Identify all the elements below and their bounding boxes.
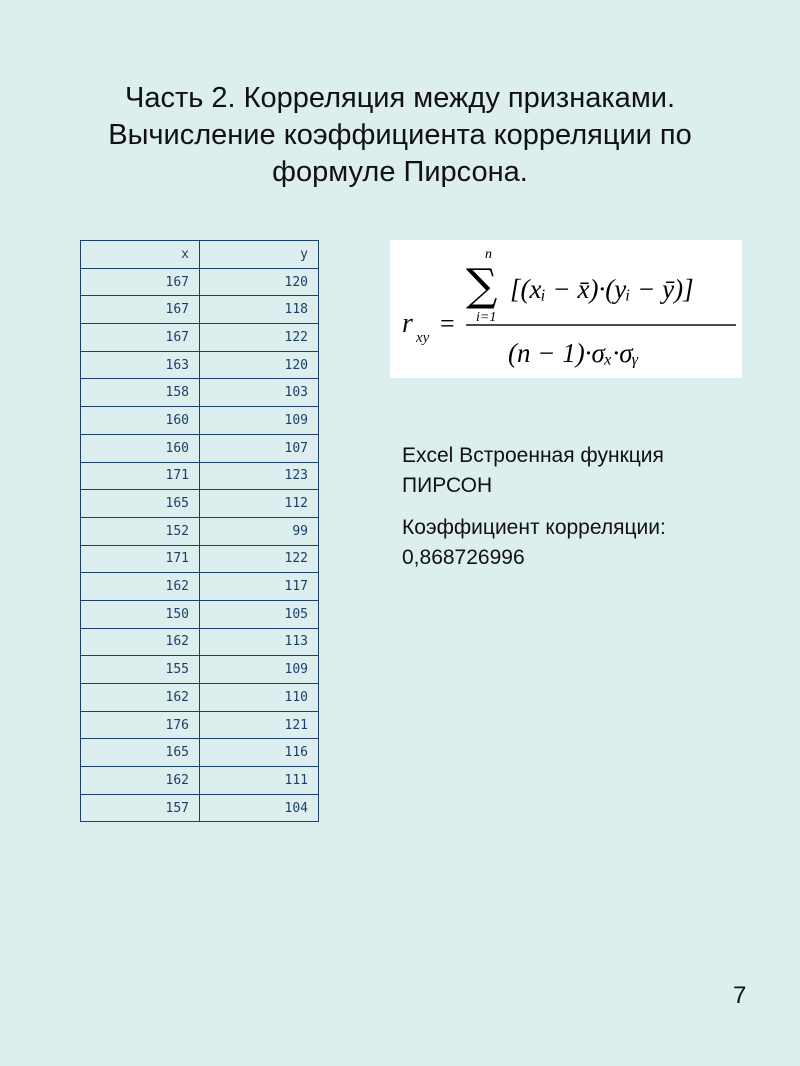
cell-y: 103 [200, 379, 319, 407]
cell-x: 165 [81, 739, 200, 767]
column-header-x: x [81, 241, 200, 269]
excel-function-note [402, 441, 664, 501]
cell-y: 121 [200, 711, 319, 739]
title-line-1: Часть 2. Корреляция между признаками. [124, 82, 676, 114]
cell-y: 123 [200, 462, 319, 490]
cell-y: 111 [200, 767, 319, 795]
cell-y: 118 [200, 296, 319, 324]
formula-denominator: (n − 1)·σₓ·σᵧ [508, 338, 639, 368]
table-row [81, 462, 319, 490]
excel-line-2: ПИРСОН [402, 474, 493, 497]
cell-y: 120 [200, 351, 319, 379]
coefficient-label: Коэффициент корреляции: [402, 516, 666, 539]
cell-x: 167 [81, 324, 200, 352]
cell-y: 107 [200, 434, 319, 462]
cell-x: 162 [81, 767, 200, 795]
sum-upper-limit: n [485, 247, 492, 262]
cell-y: 122 [200, 545, 319, 573]
column-header-y: y [200, 241, 319, 269]
table-row [81, 711, 319, 739]
cell-y: 99 [200, 517, 319, 545]
table-row [81, 351, 319, 379]
cell-y: 112 [200, 490, 319, 518]
cell-x: 176 [81, 711, 200, 739]
cell-x: 152 [81, 517, 200, 545]
cell-x: 171 [81, 462, 200, 490]
title-line-3: формуле Пирсона. [272, 156, 528, 188]
cell-y: 109 [200, 407, 319, 435]
cell-y: 117 [200, 573, 319, 601]
cell-y: 105 [200, 600, 319, 628]
coefficient-block [402, 513, 666, 573]
excel-line-1: Excel Встроенная функция [402, 444, 664, 467]
sum-sign: ∑ [466, 260, 498, 311]
cell-x: 160 [81, 407, 200, 435]
cell-x: 155 [81, 656, 200, 684]
table-row [81, 600, 319, 628]
cell-x: 167 [81, 268, 200, 296]
table-row [81, 545, 319, 573]
table-row [81, 296, 319, 324]
table-row [81, 656, 319, 684]
cell-y: 113 [200, 628, 319, 656]
table-body [81, 268, 319, 822]
cell-x: 165 [81, 490, 200, 518]
table-row [81, 379, 319, 407]
formula-numerator: [(xᵢ − x̄)·(yᵢ − ȳ)] [510, 274, 694, 304]
formula-lhs: r [402, 308, 413, 339]
cell-x: 158 [81, 379, 200, 407]
table-row [81, 407, 319, 435]
table-row [81, 490, 319, 518]
cell-y: 110 [200, 684, 319, 712]
table-row [81, 739, 319, 767]
cell-y: 104 [200, 794, 319, 822]
coefficient-value: 0,868726996 [402, 546, 525, 569]
table-row [81, 794, 319, 822]
table-row [81, 324, 319, 352]
table-row [81, 628, 319, 656]
formula-equals: = [440, 309, 455, 338]
cell-x: 163 [81, 351, 200, 379]
table-row [81, 767, 319, 795]
table-row [81, 573, 319, 601]
cell-x: 150 [81, 600, 200, 628]
table-row [81, 517, 319, 545]
table-row [81, 684, 319, 712]
cell-x: 162 [81, 573, 200, 601]
cell-x: 167 [81, 296, 200, 324]
table-row [81, 434, 319, 462]
cell-x: 162 [81, 628, 200, 656]
cell-y: 109 [200, 656, 319, 684]
cell-x: 162 [81, 684, 200, 712]
table-header-row [81, 241, 319, 269]
cell-y: 116 [200, 739, 319, 767]
cell-y: 122 [200, 324, 319, 352]
pearson-formula [390, 240, 742, 378]
page-number: 7 [733, 982, 747, 1009]
title-line-2: Вычисление коэффициента корреляции по [108, 119, 692, 151]
cell-x: 171 [81, 545, 200, 573]
table-row [81, 268, 319, 296]
sum-lower-limit: i=1 [476, 310, 497, 325]
data-table [80, 240, 319, 822]
formula-lhs-sub: xy [416, 330, 430, 346]
formula-svg [390, 240, 742, 378]
cell-x: 160 [81, 434, 200, 462]
slide-title [60, 80, 740, 191]
cell-x: 157 [81, 794, 200, 822]
cell-y: 120 [200, 268, 319, 296]
